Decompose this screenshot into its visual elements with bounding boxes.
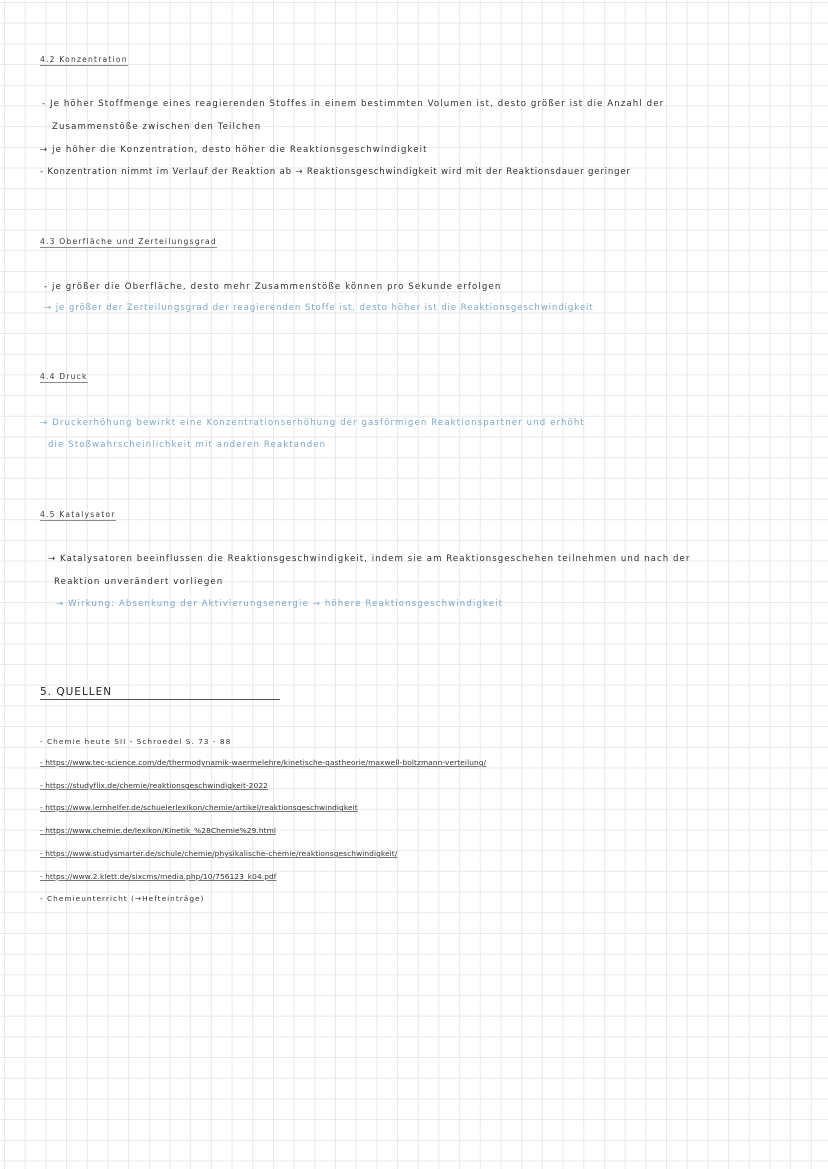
text-line: → Katalysatoren beeinflussen die Reaktionsgeschwindigkeit, indem sie am Reaktionsgeschehen teilnehmen und nach der [48,554,691,564]
text-line: - Konzentration nimmt im Verlauf der Reaktion ab → Reaktionsgeschwindigkeit wird mit der Reaktionsdauer geringer [40,167,631,177]
source-link[interactable]: - https://www.studysmarter.de/schule/chemie/physikalische-chemie/reaktionsgeschwindigkeit/ [40,849,398,858]
section-heading-druck: 4.4 Druck [40,372,88,381]
text-line: - Je höher Stoffmenge eines reagierenden Stoffes in einem bestimmten Volumen ist, desto größer ist die Anzahl der [42,99,665,109]
source-link[interactable]: - https://www.lernhelfer.de/schuelerlexikon/chemie/artikel/reaktionsgeschwindigkeit [40,803,358,812]
text-line: Zusammenstöße zwischen den Teilchen [52,122,262,132]
sources-heading: 5. QUELLEN [40,686,280,700]
text-line-blue: → je größer der Zerteilungsgrad der reagierenden Stoffe ist, desto höher ist die Reaktionsgeschwindigkeit [44,303,594,313]
source-item: - Chemieunterricht (→Hefteinträge) [40,894,205,903]
text-line: Reaktion unverändert vorliegen [54,577,224,587]
text-line: - je größer die Oberfläche, desto mehr Zusammenstöße können pro Sekunde erfolgen [44,282,502,292]
text-line-blue: → Druckerhöhung bewirkt eine Konzentrationserhöhung der gasförmigen Reaktionspartner und erhöht [40,418,585,428]
text-line-blue: die Stoßwahrscheinlichkeit mit anderen Reaktanden [48,440,327,450]
source-link[interactable]: - https://www.chemie.de/lexikon/Kinetik_%28Chemie%29.html [40,826,277,835]
text-line: → je höher die Konzentration, desto höher die Reaktionsgeschwindigkeit [40,145,428,155]
source-link[interactable]: - https://www.2.klett.de/sixcms/media.php/10/756123_k04.pdf [40,872,277,881]
section-heading-konzentration: 4.2 Konzentration [40,55,128,64]
source-link[interactable]: - https://www.tec-science.com/de/thermodynamik-waermelehre/kinetische-gastheorie/maxwell-boltzmann-verteilung/ [40,758,487,767]
section-heading-katalysator: 4.5 Katalysator [40,510,116,519]
source-item: - Chemie heute SII - Schroedel S. 73 - 88 [40,737,232,746]
text-line-blue: → Wirkung: Absenkung der Aktivierungsenergie → höhere Reaktionsgeschwindigkeit [56,599,504,609]
section-heading-oberflaeche: 4.3 Oberfläche und Zerteilungsgrad [40,237,217,246]
source-link[interactable]: - https://studyflix.de/chemie/reaktionsgeschwindigkeit-2022 [40,781,268,790]
